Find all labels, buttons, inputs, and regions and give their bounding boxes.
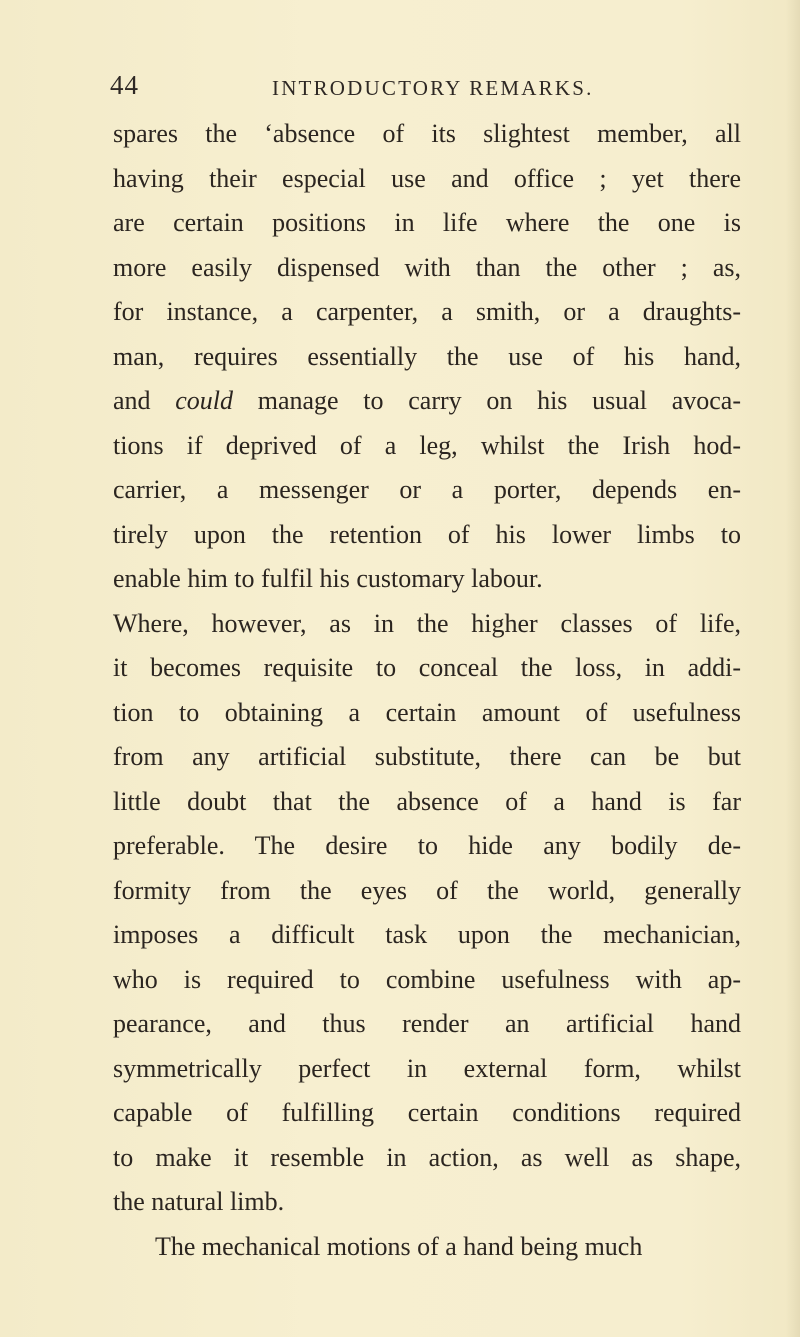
text-line-paragraph-start: The mechanical motions of a hand being much (155, 1231, 643, 1261)
text-line: for instance, a carpenter, a smith, or a draughts- (113, 297, 741, 326)
text-line: more easily dispensed with than the other ; as, (113, 252, 741, 282)
text-line: little doubt that the absence of a hand is far (113, 786, 741, 816)
text-line: symmetrically perfect in external form, whilst (113, 1053, 741, 1083)
body-text (113, 112, 741, 1269)
text-line: tions if deprived of a leg, whilst the Irish hod- (113, 430, 741, 460)
text-line: imposes a difficult task upon the mechanician, (113, 920, 741, 949)
page-number: 44 (110, 70, 139, 100)
text-line: from any artificial substitute, there can be but (113, 742, 741, 771)
text-line: to make it resemble in action, as well as shape, (113, 1142, 741, 1172)
text-line: are certain positions in life where the one is (113, 208, 741, 237)
text-line-with-italic (113, 379, 741, 424)
page-edge-shadow (786, 0, 800, 1337)
running-title: INTRODUCTORY REMARKS. (272, 76, 594, 100)
text-fragment: and (113, 386, 176, 415)
text-line: preferable. The desire to hide any bodily de- (113, 831, 741, 860)
text-line: spares the ‘absence of its slightest member, all (113, 119, 741, 148)
text-line: it becomes requisite to conceal the loss, in addi- (113, 653, 741, 682)
italic-word: could (175, 386, 234, 415)
text-line: tirely upon the retention of his lower limbs to (113, 519, 741, 549)
text-line: enable him to fulfil his customary labour. (113, 564, 543, 593)
running-head (110, 70, 730, 104)
text-line: the natural limb. (113, 1187, 285, 1216)
text-line: pearance, and thus render an artificial hand (113, 1009, 741, 1038)
text-line: carrier, a messenger or a porter, depends en- (113, 475, 741, 504)
text-fragment: manage to carry on his usual avoca- (233, 386, 742, 415)
text-line: formity from the eyes of the world, generally (113, 875, 741, 905)
text-line: who is required to combine usefulness with ap- (113, 964, 741, 994)
text-line: Where, however, as in the higher classes of life, (113, 608, 741, 638)
text-line: man, requires essentially the use of his hand, (113, 341, 741, 371)
text-line: capable of fulfilling certain conditions required (113, 1098, 741, 1127)
text-line: tion to obtaining a certain amount of usefulness (113, 697, 741, 727)
text-line: having their especial use and office ; yet there (113, 163, 741, 193)
